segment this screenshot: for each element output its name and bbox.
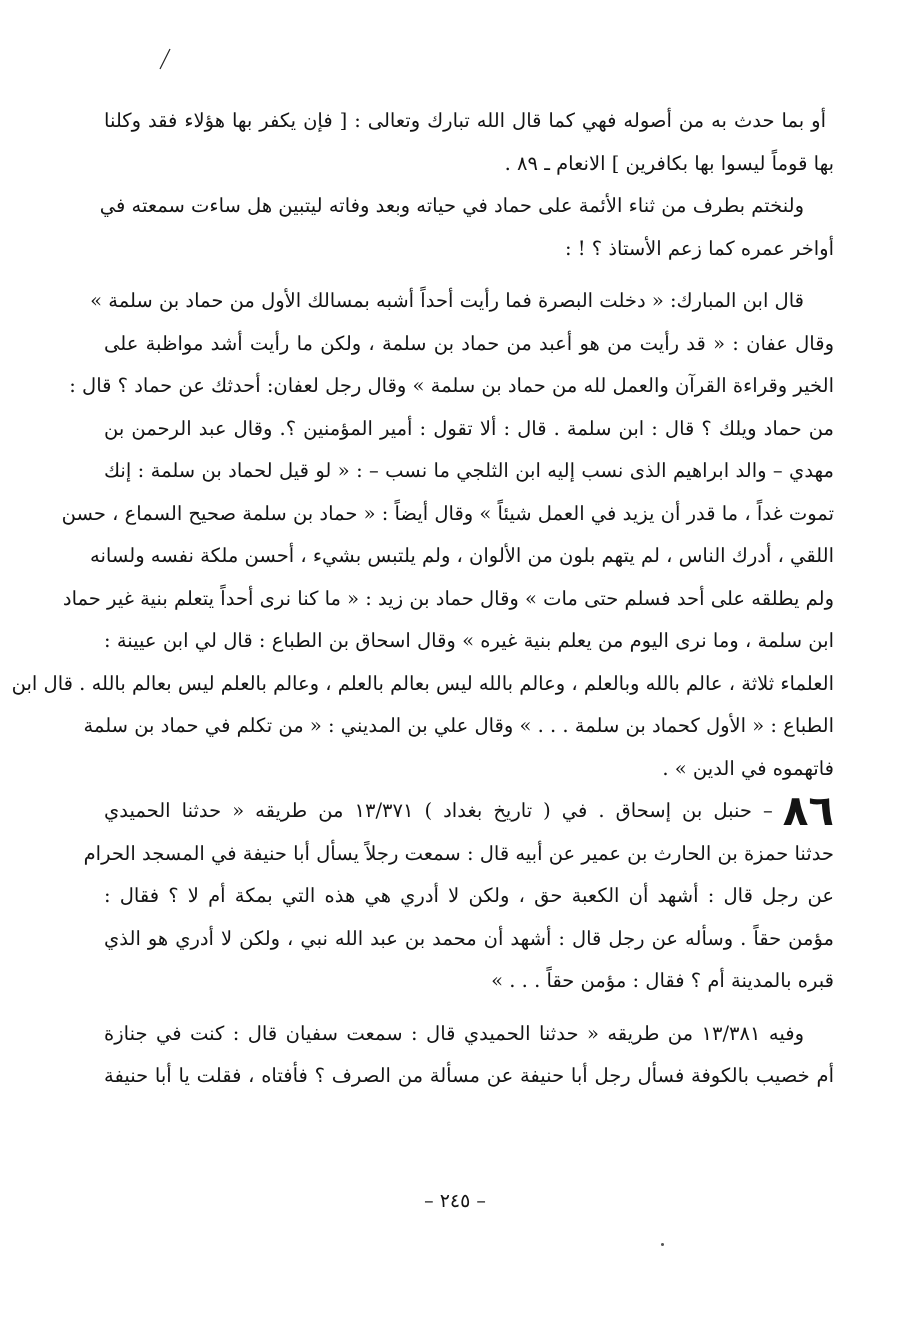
text-line: تموت غداً ، ما قدر أن يزيد في العمل شيئاً » وقال أيضاً : « حماد بن سلمة صحيح السماع ، حسن (61, 501, 834, 525)
text-line: قال ابن المبارك: « دخلت البصرة فما رأيت أحداً أشبه بمسالك الأول من حماد بن سلمة » (90, 289, 804, 312)
text-line: ولم يطلقه على أحد فسلم حتى مات » وقال حماد بن زيد : « ما كنا نرى أحداً يتعلم بنية غير حماد (62, 586, 834, 610)
text-line: ابن سلمة ، وما نرى اليوم من يعلم بنية غيره » وقال اسحاق بن الطباع : قال لي ابن عيينة : (104, 629, 834, 652)
text-line: وقال عفان : « قد رأيت من هو أعبد من حماد بن سلمة ، ولكن ما رأيت أشد مواظبة على (104, 331, 834, 355)
text-line: وفيه ١٣/٣٨١ من طريقه « حدثنا الحميدي قال : سمعت سفيان قال : كنت في جنازة (104, 1021, 805, 1045)
page-text-body (11, 100, 834, 1098)
text-line: العلماء ثلاثة ، عالم بالله وبالعلم ، وعالم بالله ليس بعالم بالعلم ، وعالم بالعلم ليس بعالم بالله . قال ابن (11, 671, 834, 695)
text-line: فاتهموه في الدين » . (662, 756, 834, 780)
text-line: مؤمن حقاً . وسأله عن رجل قال : أشهد أن محمد بن عبد الله نبي ، ولكن لا أدري هو الذي (104, 926, 834, 950)
entry-heading-line (104, 786, 834, 836)
pen-stroke-mark (158, 48, 172, 70)
text-line: بها قوماً ليسوا بها بكافرين ] الانعام ـ ٨٩ . (504, 151, 834, 175)
entry-86 (83, 786, 834, 1003)
text-line: من حماد ويلك ؟ قال : ابن سلمة . قال : ألا تقول : أمير المؤمنين ؟. وقال عبد الرحمن بن (104, 416, 834, 440)
paragraph-2 (99, 185, 834, 270)
paragraph-5 (104, 1013, 834, 1098)
text-line: أواخر عمره كما زعم الأستاذ ؟ ! : (564, 236, 834, 260)
entry-number: ٨٦ (782, 786, 834, 836)
text-line: الخير وقراءة القرآن والعمل لله من حماد بن سلمة » وقال رجل لعفان: أحدثك عن حماد ؟ قال : (69, 374, 834, 397)
paragraph-1 (104, 100, 834, 185)
text-line: اللقي ، أدرك الناس ، لم يتهم بلون من الألوان ، ولم يلتبس بشيء ، أحسن ملكة نفسه ولسانه (90, 544, 834, 567)
text-line: مهدي – والد ابراهيم الذى نسب إليه ابن الثلجي ما نسب – : « لو قيل لحماد بن سلمة : إنك (104, 459, 834, 482)
text-line: أو بما حدث به من أصوله فهي كما قال الله تبارك وتعالى : [ فإن يكفر بها هؤلاء فقد وكلنا (104, 109, 826, 132)
text-line: حدثنا حمزة بن الحارث بن عمير عن أبيه قال : سمعت رجلاً يسأل أبا حنيفة في المسجد الحرام (83, 841, 834, 865)
text-line: ولنختم بطرف من ثناء الأئمة على حماد في حياته وبعد وفاته ليتبين هل ساءت سمعته في (99, 194, 804, 217)
scan-speck (661, 1243, 664, 1246)
text-line: الطباع : « الأول كحماد بن سلمة . . . » وقال علي بن المديني : « من تكلم في حماد بن سلمة (83, 714, 834, 737)
page-number: – ٢٤٥ – (424, 1190, 486, 1212)
text-line: – حنبل بن إسحاق . في ( تاريخ بغداد ) ١٣/٣٧١ من طريقه « حدثنا الحميدي (104, 799, 773, 822)
text-line: أم خصيب بالكوفة فسأل رجل أبا حنيفة عن مسألة من الصرف ؟ فأفتاه ، فقلت يا أبا حنيفة (104, 1064, 834, 1087)
text-line: عن رجل قال : أشهد أن الكعبة حق ، ولكن لا أدري هي هذه التي بمكة أم لا ؟ فقال : (104, 884, 834, 907)
paragraph-3 (11, 280, 834, 790)
text-line: قبره بالمدينة أم ؟ فقال : مؤمن حقاً . . . » (491, 969, 834, 992)
